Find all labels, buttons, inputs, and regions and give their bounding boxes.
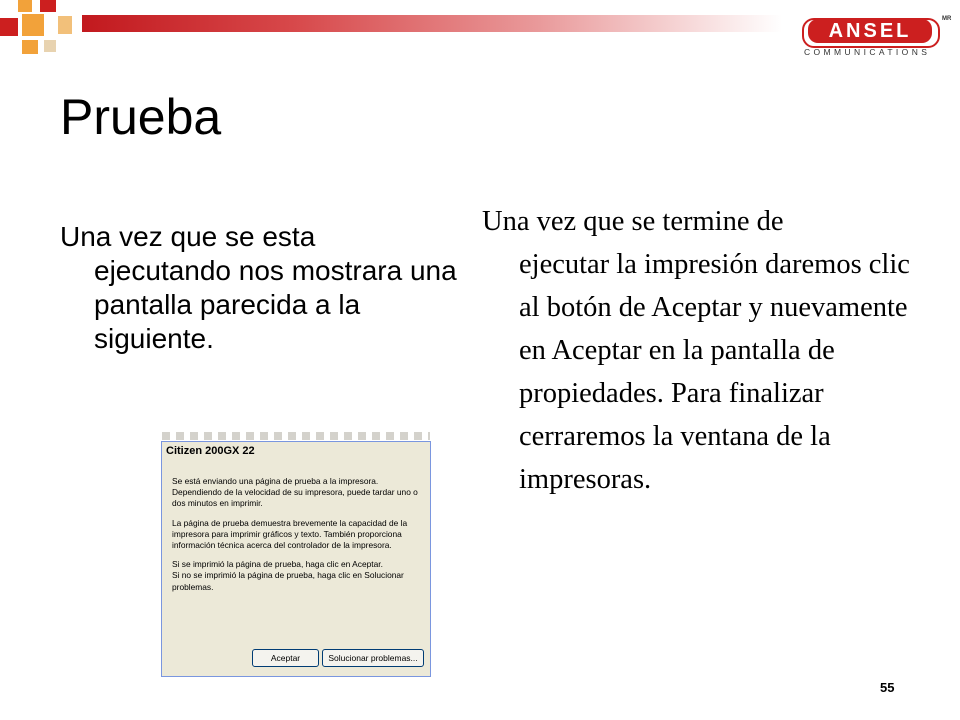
- dialog-paragraph: Se está enviando una página de prueba a la impresora. Dependiendo de la velocidad de su impresora, puede tardar uno o dos minutos en imprimir.: [172, 476, 418, 509]
- left-paragraph-rest: ejecutando nos mostrara una pantalla parecida a la siguiente.: [94, 255, 457, 354]
- decor-square: [40, 0, 56, 12]
- dialog-paragraph: La página de prueba demuestra brevemente la capacidad de la impresora para imprimir gráficos y texto. También proporciona información técnica acerca del controlador de la impresora.: [172, 517, 408, 551]
- test-page-dialog: [161, 441, 431, 677]
- dialog-top-edge: [162, 432, 430, 440]
- decor-square: [44, 40, 56, 52]
- header-gradient-bar: [82, 15, 782, 32]
- logo-mark: MR: [942, 16, 952, 22]
- decor-square: [18, 0, 32, 12]
- decor-square: [0, 18, 18, 36]
- left-paragraph-first-line: Una vez que se esta: [60, 221, 316, 252]
- left-paragraph: [60, 220, 460, 356]
- decor-square: [22, 40, 38, 54]
- decor-square: [58, 16, 72, 34]
- dialog-paragraph: Si se imprimió la página de prueba, haga clic en Aceptar.: [172, 559, 383, 570]
- right-paragraph-rest: ejecutar la impresión daremos clic al botón de Aceptar y nuevamente en Aceptar en la pantalla de propiedades. Para finalizar cerraremos la ventana de la impresoras.: [519, 249, 910, 495]
- accept-button[interactable]: Aceptar: [252, 649, 319, 667]
- dialog-title: Citizen 200GX 22: [166, 445, 255, 457]
- page-number: 55: [880, 680, 895, 695]
- logo-brand: ANSEL: [808, 19, 932, 43]
- right-paragraph-first-line: Una vez que se termine de: [482, 206, 784, 237]
- slide-title: Prueba: [60, 89, 222, 145]
- ansel-logo: [800, 14, 950, 64]
- dialog-paragraph: Si no se imprimió la página de prueba, haga clic en Solucionar problemas.: [172, 570, 404, 592]
- troubleshoot-button[interactable]: Solucionar problemas...: [322, 649, 424, 667]
- logo-subtitle: COMMUNICATIONS: [804, 47, 931, 57]
- decor-square: [22, 14, 44, 36]
- dialog-message: [172, 476, 427, 601]
- right-paragraph: [482, 200, 932, 501]
